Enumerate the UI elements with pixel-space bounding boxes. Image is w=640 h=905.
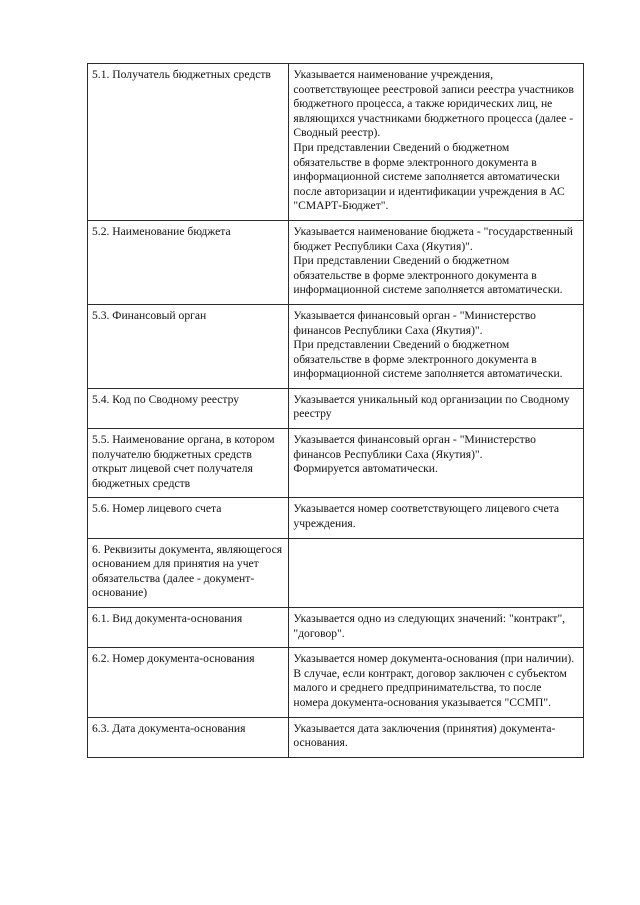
table-row xyxy=(88,498,584,538)
table-row xyxy=(88,220,584,304)
field-description-cell xyxy=(289,608,584,648)
field-description-cell xyxy=(289,648,584,717)
field-description-cell xyxy=(289,717,584,757)
table-row xyxy=(88,388,584,428)
field-name-cell xyxy=(88,64,289,221)
field-description: Указывается номер соответствующего лицевого счета учреждения. xyxy=(293,502,560,531)
field-description-cell xyxy=(289,538,584,607)
field-name-cell xyxy=(88,220,289,304)
field-name-cell xyxy=(88,388,289,428)
field-description: Указывается наименование учреждения, соответствующее реестровой записи реестра участников бюджетного процесса, а также юридических лиц, не являющихся участниками бюджетного процесса (далее - Сводный реестр). При представлении Сведений о бюджетном обязательстве в форме электронного документа в информационной системе заполняется автоматически после авторизации и идентификации учреждения в АС "СМАРТ-Бюджет". xyxy=(293,68,574,213)
field-name: 5.3. Финансовый орган xyxy=(92,308,207,322)
table-row xyxy=(88,429,584,498)
field-name-cell xyxy=(88,717,289,757)
table-row xyxy=(88,538,584,607)
field-description: Указывается номер документа-основания (при наличии). В случае, если контракт, договор заключен с субъектом малого и среднего предпринимательства, то после номера документа-основания указывается "ССМП". xyxy=(293,652,575,709)
field-name-cell xyxy=(88,429,289,498)
table-row xyxy=(88,648,584,717)
field-name-cell xyxy=(88,608,289,648)
table-row xyxy=(88,608,584,648)
field-description-cell xyxy=(289,304,584,388)
field-description-cell xyxy=(289,220,584,304)
field-description: Указывается дата заключения (принятия) документа-основания. xyxy=(293,721,556,750)
field-description: Указывается уникальный код организации по Сводному реестру xyxy=(293,392,570,421)
field-name: 6.3. Дата документа-основания xyxy=(92,721,246,735)
field-name: 5.1. Получатель бюджетных средств xyxy=(92,68,271,81)
field-name-cell xyxy=(88,538,289,607)
field-name: 6.2. Номер документа-основания xyxy=(92,652,255,666)
table-row xyxy=(88,64,584,221)
field-description-cell xyxy=(289,388,584,428)
field-description: Указывается наименование бюджета - "государственный бюджет Республики Саха (Якутия)". При представлении Сведений о бюджетном обязательстве в форме электронного документа в информационной системе заполняется автоматически. xyxy=(293,224,573,297)
field-name: 5.2. Наименование бюджета xyxy=(92,224,231,238)
field-name: 5.6. Номер лицевого счета xyxy=(92,502,222,516)
field-name-cell xyxy=(88,648,289,717)
field-description-cell xyxy=(289,498,584,538)
field-description: Указывается финансовый орган - "Министерство финансов Республики Саха (Якутия)". Формируется автоматически. xyxy=(293,433,536,476)
field-description: Указывается финансовый орган - "Министерство финансов Республики Саха (Якутия)". При представлении Сведений о бюджетном обязательстве в форме электронного документа в информационной системе заполняется автоматически. xyxy=(293,308,563,381)
requirements-table xyxy=(87,63,584,758)
field-description: Указывается одно из следующих значений: "контракт", "договор". xyxy=(293,612,566,640)
table-row xyxy=(88,304,584,388)
table-row xyxy=(88,717,584,757)
field-description-cell xyxy=(289,64,584,221)
field-name-cell xyxy=(88,498,289,538)
field-name: 5.4. Код по Сводному реестру xyxy=(92,392,240,406)
field-description-cell xyxy=(289,429,584,498)
field-name: 6.1. Вид документа-основания xyxy=(92,612,243,625)
field-name-cell xyxy=(88,304,289,388)
field-name: 6. Реквизиты документа, являющегося основанием для принятия на учет обязательства (далее - документ-основание) xyxy=(92,542,283,600)
field-name: 5.5. Наименование органа, в котором получателю бюджетных средств открыт лицевой счет получателя бюджетных средств xyxy=(92,433,275,490)
